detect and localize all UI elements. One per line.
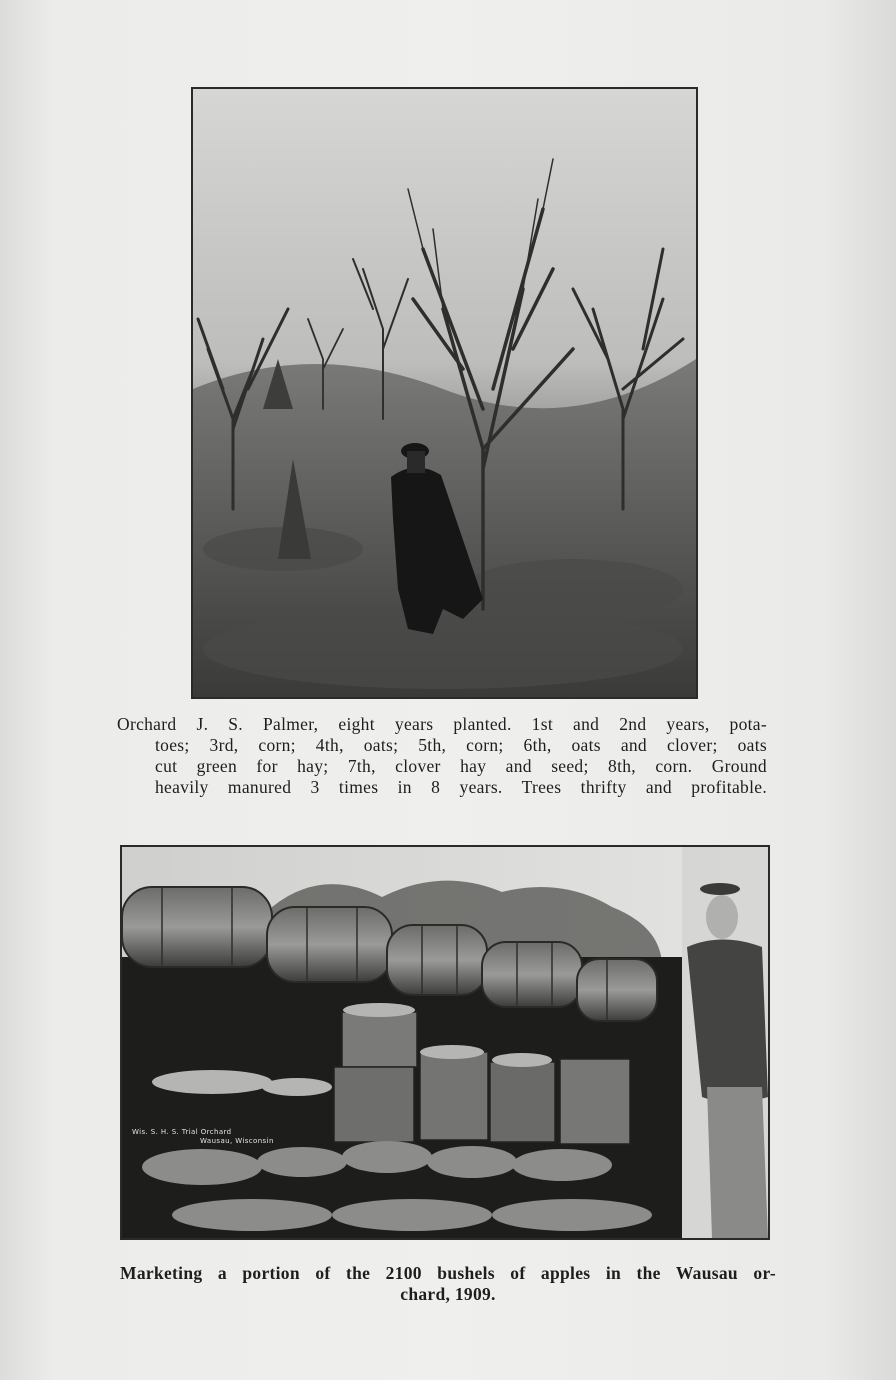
- caption-line: cut green for hay; 7th, clover hay and seed; 8th, corn. Ground: [155, 756, 767, 776]
- caption-line: Orchard J. S. Palmer, eight years planted. 1st and 2nd years, pota-: [117, 714, 767, 734]
- orchard-photo-caption: [117, 714, 767, 798]
- orchard-photo: [191, 87, 698, 699]
- caption-line: toes; 3rd, corn; 4th, oats; 5th, corn; 6th, oats and clover; oats: [155, 735, 767, 755]
- apple-market-photo: [120, 845, 770, 1240]
- caption-line: heavily manured 3 times in 8 years. Trees thrifty and profitable.: [155, 777, 767, 797]
- caption-line: Marketing a portion of the 2100 bushels of apples in the Wausau or-: [120, 1263, 776, 1283]
- caption-line: chard, 1909.: [400, 1284, 496, 1304]
- apple-market-photo-caption: [120, 1263, 776, 1305]
- orchard-photo-illustration: [193, 89, 696, 697]
- photo-stamp-line: Wis. S. H. S. Trial Orchard: [132, 1128, 232, 1136]
- photo-stamp-line: Wausau, Wisconsin: [200, 1137, 274, 1145]
- apple-market-photo-illustration: [122, 847, 768, 1238]
